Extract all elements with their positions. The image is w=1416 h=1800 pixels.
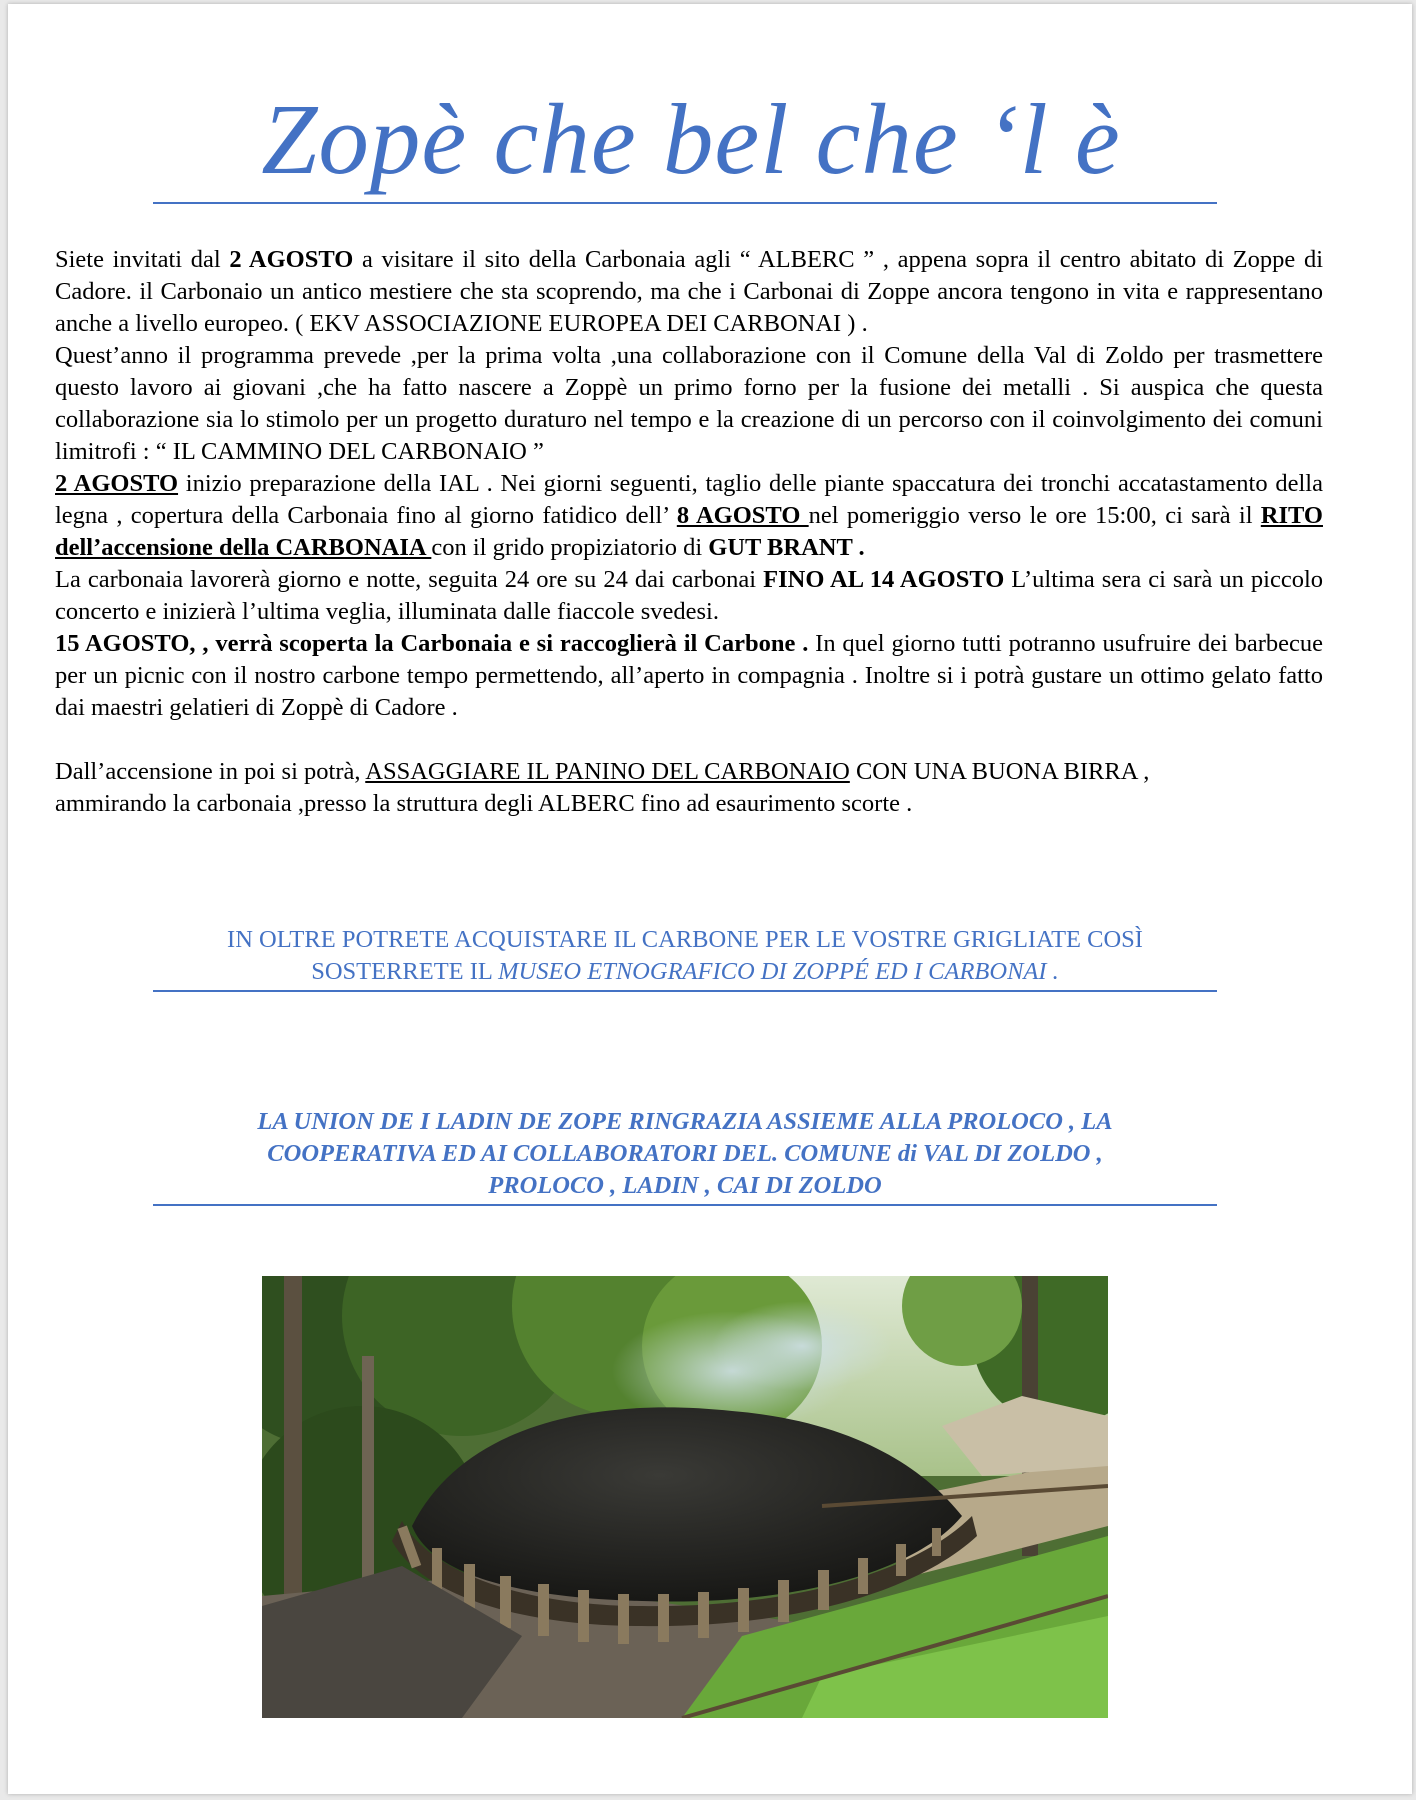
sandwich-highlight: ASSAGGIARE IL PANINO DEL CARBONAIO [365,758,850,785]
page-title: Zopè che bel che ‘l è [261,83,1121,195]
charcoal-kiln-image [262,1276,1108,1718]
text-run: SOSTERRETE IL [311,958,499,985]
notice-line: IN OLTRE POTRETE ACQUISTARE IL CARBONE PER LE VOSTRE GRIGLIATE COSÌ [227,926,1143,953]
document-page [8,4,1412,1794]
thanks-rule [153,1204,1217,1206]
text-run: L’ultima sera ci sarà un piccolo concerto e inizierà l’ultima veglia, illuminata dalle fiaccole svedesi. [55,566,1323,625]
text-run: nel pomeriggio verso le ore 15:00, ci sarà il [808,502,1261,529]
date-highlight: FINO AL 14 AGOSTO [763,566,1005,593]
thanks-line: PROLOCO , LADIN , CAI DI ZOLDO [488,1172,882,1199]
date-highlight: 8 AGOSTO [676,502,809,529]
text-run: CON UNA BUONA BIRRA , [849,758,1150,785]
text-run: a visitare il sito della Carbonaia agli “ ALBERC ” , appena sopra il centro abitato di Zoppe di Cadore. il Carbonaio un antico mestiere che sta scoprendo, ma che i Carbonai di Zoppe ancora tengono in vita e rappresentano anche a livello europeo. ( EKV ASSOCIAZIONE EUROPEA DEI CARBONAI ) . [55,246,1323,337]
charcoal-kiln-photo [262,1276,1108,1718]
notice-line [153,956,1217,988]
thanks-line: LA UNION DE I LADIN DE ZOPE RINGRAZIA ASSIEME ALLA PROLOCO , LA [257,1108,1113,1135]
paragraph-schedule [55,468,1323,564]
paragraph-harvest [55,628,1323,724]
notice-rule [153,990,1217,992]
text-run: Dall’accensione in poi si potrà, [55,758,366,785]
charcoal-sale-notice [153,924,1217,988]
text-run: La carbonaia lavorerà giorno e notte, seguita 24 ore su 24 dai carbonai [55,566,764,593]
text-run: ammirando la carbonaia ,presso la struttura degli ALBERC fino ad esaurimento scorte . [55,790,913,817]
ritual-highlight: RITO dell’accensione della CARBONAIA [55,502,1323,561]
text-run: inizio preparazione della IAL . Nei giorni seguenti, taglio delle piante spaccatura dei tronchi accatastamento della legna , copertura della Carbonaia fino al giorno fatidico dell’ [55,470,1323,529]
text-run: Siete invitati dal [55,246,230,273]
thanks-notice [153,1106,1217,1202]
date-highlight: 15 AGOSTO, , verrà scoperta la Carbonaia e si raccoglierà il Carbone . [55,630,809,657]
paragraph-sandwich [55,756,1323,820]
thanks-line: COOPERATIVA ED AI COLLABORATORI DEL. COMUNE di VAL DI ZOLDO , [267,1140,1103,1167]
paragraph-vigil [55,564,1323,628]
text-run: con il grido propiziatorio di [431,534,709,561]
main-text [55,244,1323,820]
title-rule [153,202,1217,204]
cry-highlight: GUT BRANT . [708,534,865,561]
museum-name: MUSEO ETNOGRAFICO DI ZOPPÉ ED I CARBONAI . [498,958,1059,985]
spacer [55,724,1323,756]
text-run: In quel giorno tutti potranno usufruire dei barbecue per un picnic con il nostro carbone tempo permettendo, all’aperto in compagnia . Inoltre si i potrà gustare un ottimo gelato fatto dai maestri gelatieri di Zoppè di Cadore . [55,630,1323,721]
date-highlight: 2 AGOSTO [55,470,179,497]
paragraph-invitation [55,244,1323,340]
paragraph-program: Quest’anno il programma prevede ,per la prima volta ,una collaborazione con il Comune della Val di Zoldo per trasmettere questo lavoro ai giovani ,che ha fatto nascere a Zoppè un primo forno per la fusione dei metalli . Si auspica che questa collaborazione sia lo stimolo per un progetto duraturo nel tempo e la creazione di un percorso con il coinvolgimento dei comuni limitrofi : “ IL CAMMINO DEL CARBONAIO ” [55,342,1323,465]
date-highlight: 2 AGOSTO [229,246,354,273]
